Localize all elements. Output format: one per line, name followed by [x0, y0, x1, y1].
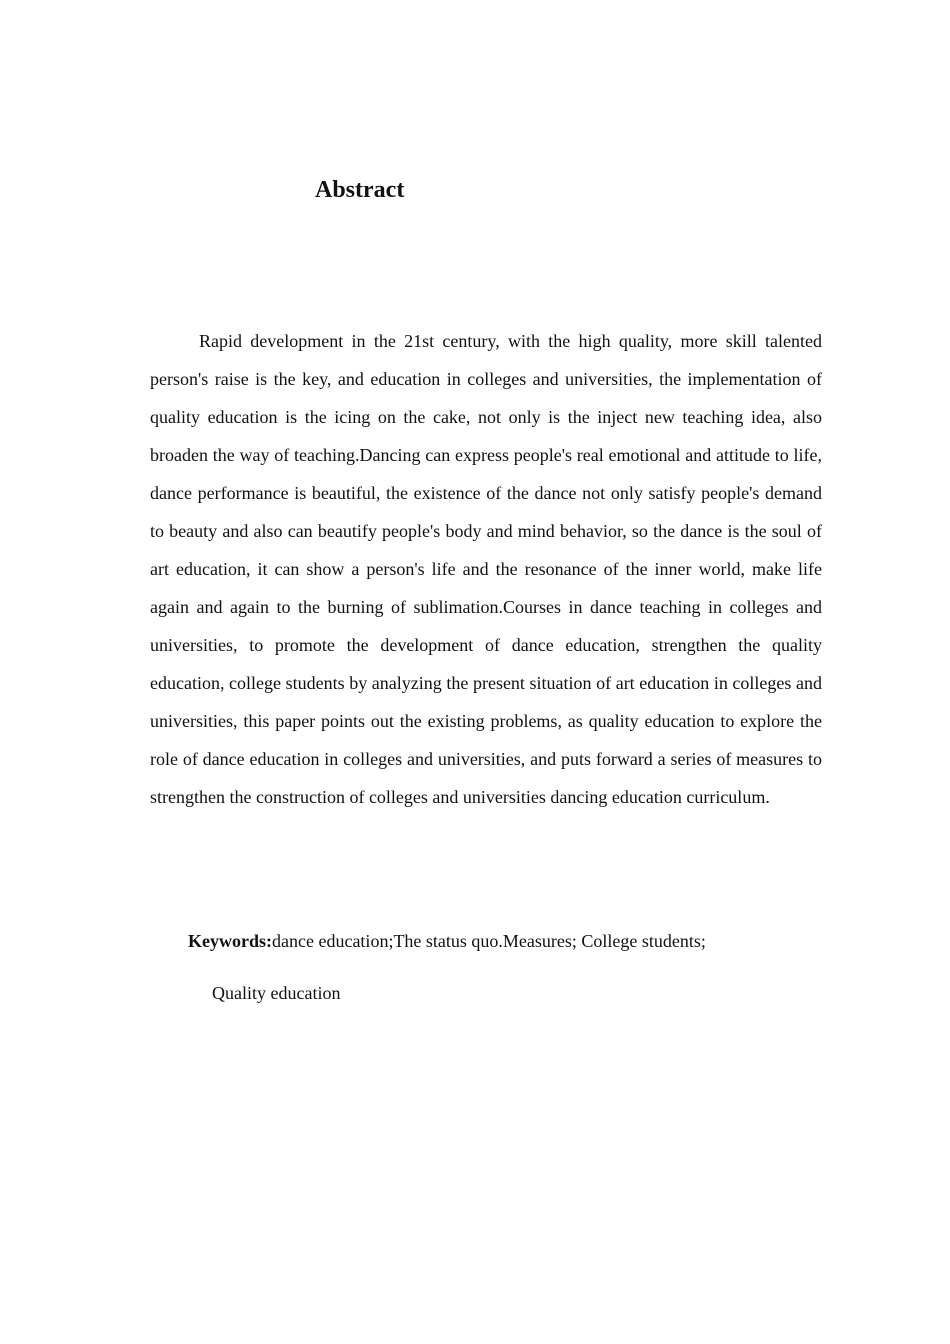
keywords-label: Keywords: — [188, 931, 272, 951]
keywords-list: dance education;The status quo.Measures; College students; — [272, 931, 706, 951]
abstract-body: Rapid development in the 21st century, with the high quality, more skill talented person's raise is the key, and education in colleges and universities, the implementation of quality education is the icing on the cake, not only is the inject new teaching idea, also broaden the way of teaching.Dancing can express people's real emotional and attitude to life, dance performance is beautiful, the existence of the dance not only satisfy people's demand to beauty and also can beautify people's body and mind behavior, so the dance is the soul of art education, it can show a person's life and the resonance of the inner world, make life again and again to the burning of sublimation.Courses in dance teaching in colleges and universities, to promote the development of dance education, strengthen the quality education, college students by analyzing the present situation of art education in colleges and universities, this paper points out the existing problems, as quality education to explore the role of dance education in colleges and universities, and puts forward a series of measures to strengthen the construction of colleges and universities dancing education curriculum. — [150, 331, 822, 807]
keywords-line — [188, 926, 706, 956]
keywords-continuation: Quality education — [212, 983, 341, 1003]
abstract-title: Abstract — [315, 177, 405, 203]
